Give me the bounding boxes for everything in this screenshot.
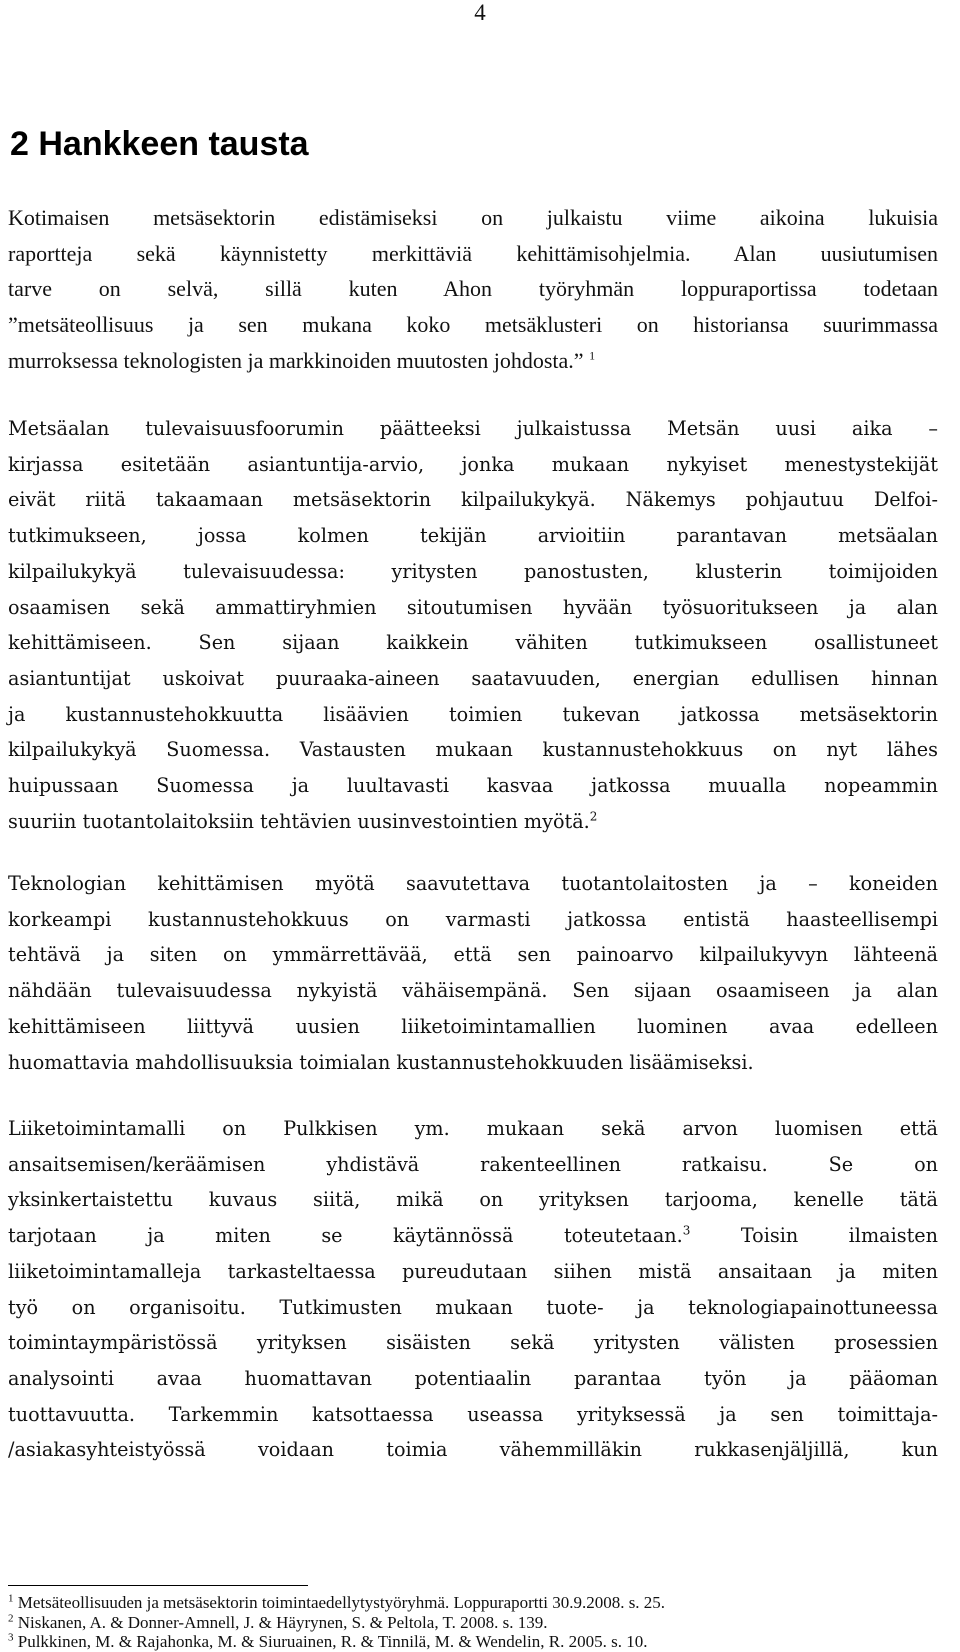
footnote-1 [8, 1593, 938, 1613]
paragraph-line: nähdään tulevaisuudessa nykyistä vähäisempänä. Sen sijaan osaamiseen ja alan [8, 979, 938, 1003]
paragraph-line: työ on organisoitu. Tutkimusten mukaan tuote- ja teknologiapainottuneessa [8, 1295, 938, 1319]
paragraph-line: /asiakasyhteistyössä voidaan toimia vähemmilläkin rukkasenjäljillä, kun [8, 1438, 938, 1462]
paragraph-line: tehtävä ja siten on ymmärrettävää, että sen painoarvo kilpailukyvyn lähteenä [8, 943, 938, 967]
paragraph-line: kilpailukykyä Suomessa. Vastausten mukaan kustannustehokkuus on nyt lähes [8, 738, 938, 762]
paragraph-line: ja kustannustehokkuutta lisäävien toimien tukevan jatkossa metsäsektorin [8, 702, 938, 726]
paragraph-line: Metsäalan tulevaisuusfoorumin päätteeksi julkaistussa Metsän uusi aika – [8, 417, 938, 440]
paragraph-line-text: tarjotaan ja miten se käytännössä toteutetaan. [8, 1224, 683, 1248]
paragraph-line: Kotimaisen metsäsektorin edistämiseksi on julkaistu viime aikoina lukuisia [8, 205, 938, 230]
paragraph-line: kehittämiseen. Sen sijaan kaikkein vähiten tutkimukseen osallistuneet [8, 631, 938, 655]
paragraph-line-text: Toisin ilmaisten [690, 1224, 938, 1248]
footnotes [8, 1593, 938, 1652]
footnote-3 [8, 1632, 938, 1652]
paragraph-line: Liiketoimintamalli on Pulkkisen ym. mukaan sekä arvon luomisen että [8, 1117, 938, 1140]
paragraph-line: huomattavia mahdollisuuksia toimialan kustannustehokkuuden lisäämiseksi. [8, 1050, 754, 1074]
paragraph-1 [8, 200, 938, 379]
paragraph-line: asiantuntijat uskoivat puuraaka-aineen saatavuuden, energian edullisen hinnan [8, 666, 938, 690]
footnote-text: Metsäteollisuuden ja metsäsektorin toimintaedellytystyöryhmä. Loppuraportti 30.9.2008. s. 25. [17, 1593, 666, 1612]
paragraph-line: korkeampi kustannustehokkuus on varmasti jatkossa entistä haasteellisempi [8, 907, 938, 931]
footnote-number: 3 [8, 1631, 14, 1644]
paragraph-2 [8, 411, 938, 839]
paragraph-line: yksinkertaistettu kuvaus siitä, mikä on yrityksen tarjooma, kenelle tätä [8, 1188, 938, 1212]
paragraph-line [8, 804, 938, 840]
paragraph-line: liiketoimintamalleja tarkasteltaessa pureudutaan siihen mistä ansaitaan ja miten [8, 1259, 938, 1283]
footnote-text: Pulkkinen, M. & Rajahonka, M. & Siuruainen, R. & Tinnilä, M. & Wendelin, R. 2005. s. 10. [17, 1632, 648, 1651]
footnote-ref-1: 1 [589, 348, 596, 363]
footnote-number: 2 [8, 1611, 14, 1624]
paragraph-line: Teknologian kehittämisen myötä saavutettava tuotantolaitosten ja – koneiden [8, 872, 938, 895]
footnote-ref-3: 3 [682, 1223, 691, 1238]
footnote-divider [8, 1585, 308, 1586]
paragraph-line: tutkimukseen, jossa kolmen tekijän arvioitiin parantavan metsäalan [8, 524, 938, 548]
paragraph-line: analysointi avaa huomattavan potentiaalin parantaa työn ja pääoman [8, 1366, 938, 1390]
paragraph-line: ansaitsemisen/keräämisen yhdistävä rakenteellinen ratkaisu. Se on [8, 1152, 938, 1176]
paragraph-line [8, 1218, 938, 1254]
paragraph-line: tuottavuutta. Tarkemmin katsottaessa useassa yrityksessä ja sen toimittaja- [8, 1402, 938, 1426]
paragraph-line: tarve on selvä, sillä kuten Ahon työryhmän loppuraportissa todetaan [8, 276, 938, 302]
footnote-text: Niskanen, A. & Donner-Amnell, J. & Häyrynen, S. & Peltola, T. 2008. s. 139. [17, 1612, 548, 1632]
paragraph-line: raportteja sekä käynnistetty merkittäviä kehittämisohjelmia. Alan uusiutumisen [8, 240, 938, 266]
paragraph-line-text: suuriin tuotantolaitoksiin tehtävien uusinvestointien myötä. [8, 809, 590, 833]
paragraph-line [8, 343, 938, 379]
paragraph-3 [8, 866, 938, 1080]
paragraph-line: kehittämiseen liittyvä uusien liiketoimintamallien luominen avaa edelleen [8, 1014, 938, 1038]
paragraph-line: osaamisen sekä ammattiryhmien sitoutumisen hyvään työsuoritukseen ja alan [8, 595, 938, 619]
paragraph-line: kirjassa esitetään asiantuntija-arvio, jonka mukaan nykyiset menestystekijät [8, 452, 938, 476]
section-heading: 2 Hankkeen tausta [10, 125, 309, 163]
paragraph-line-text: murroksessa teknologisten ja markkinoiden muutosten johdosta.” [8, 347, 584, 373]
paragraph-line: ”metsäteollisuus ja sen mukana koko metsäklusteri on historiansa suurimmassa [8, 312, 938, 338]
footnote-number: 1 [8, 1592, 14, 1605]
paragraph-line: eivät riitä takaamaan metsäsektorin kilpailukykyä. Näkemys pohjautuu Delfoi- [8, 488, 938, 512]
page-number: 4 [474, 0, 486, 25]
paragraph-line: kilpailukykyä tulevaisuudessa: yritysten panostusten, klusterin toimijoiden [8, 559, 938, 583]
footnote-ref-2: 2 [589, 809, 598, 824]
paragraph-line: toimintaympäristössä yrityksen sisäisten sekä yritysten välisten prosessien [8, 1331, 938, 1355]
footnote-2 [8, 1613, 938, 1633]
paragraph-line: huipussaan Suomessa ja luultavasti kasvaa jatkossa muualla nopeammin [8, 774, 938, 798]
paragraph-4 [8, 1111, 938, 1468]
